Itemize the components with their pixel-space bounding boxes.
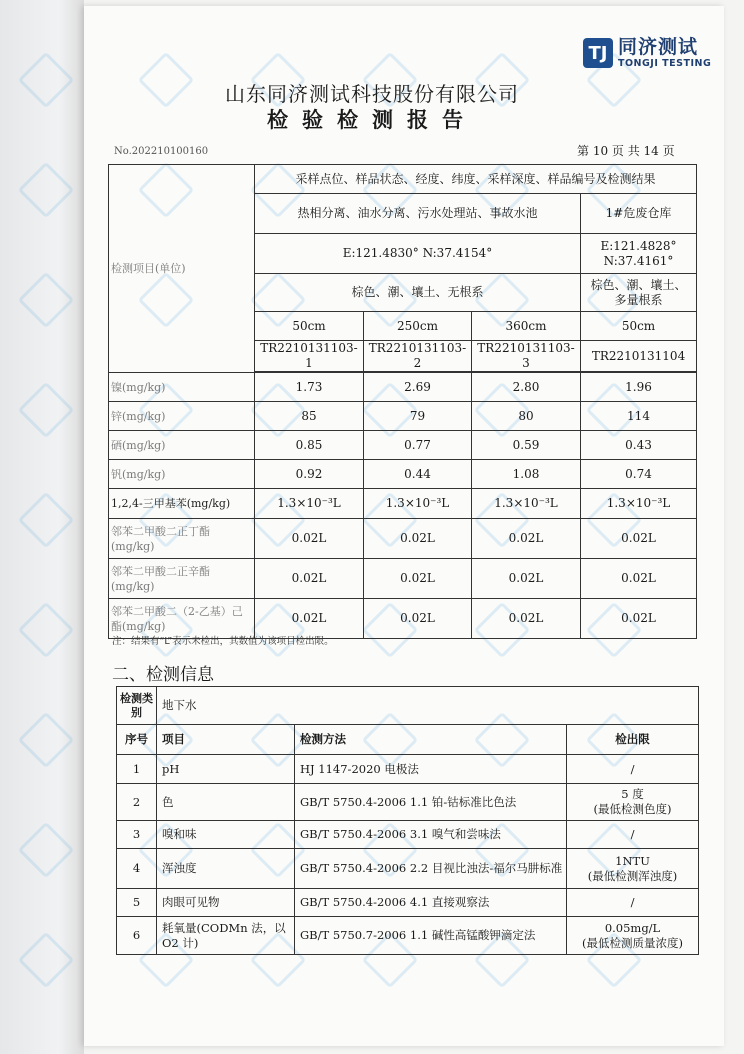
depth-cell: 360cm [472, 312, 581, 341]
category-label: 检测类别 [117, 687, 157, 725]
row-method: HJ 1147-2020 电极法 [295, 755, 567, 784]
result-value: 1.73 [255, 373, 364, 402]
result-value: 0.02L [581, 519, 697, 559]
page-info: 第 10 页 共 14 页 [577, 144, 675, 158]
sample-id-cell: TR2210131103-1 [255, 341, 364, 372]
result-row [109, 519, 697, 559]
header-limit: 检出限 [567, 725, 699, 755]
sample-id-cell: TR2210131103-2 [364, 341, 472, 372]
row-no: 3 [117, 821, 157, 849]
row-method: GB/T 5750.4-2006 3.1 嗅气和尝味法 [295, 821, 567, 849]
company-name: 山东同济测试科技股份有限公司 [225, 82, 519, 106]
row-method: GB/T 5750.4-2006 4.1 直接观察法 [295, 889, 567, 917]
row-no: 1 [117, 755, 157, 784]
row-method: GB/T 5750.4-2006 2.2 目视比浊法-福尔马肼标准 [295, 849, 567, 889]
result-value: 79 [364, 402, 472, 431]
depth-cell: 250cm [364, 312, 472, 341]
result-value: 0.02L [364, 519, 472, 559]
limit-line2: (最低检测浑浊度) [587, 868, 678, 883]
row-method: GB/T 5750.7-2006 1.1 碱性高锰酸钾滴定法 [295, 917, 567, 955]
state-a: 棕色、潮、壤土、无根系 [255, 274, 581, 312]
row-limit [567, 821, 699, 849]
method-row [117, 917, 699, 955]
method-row [117, 755, 699, 784]
result-value: 1.3×10⁻³L [255, 489, 364, 519]
result-item-name: 镍(mg/kg) [109, 373, 255, 402]
table-note: 注：结果有“L”表示未检出，其数值为该项目检出限。 [112, 636, 334, 647]
row-no: 5 [117, 889, 157, 917]
result-value: 0.44 [364, 460, 472, 489]
state-b-line1: 棕色、潮、壤土、 [590, 277, 687, 292]
logo-text [618, 38, 711, 69]
result-value: 0.02L [581, 599, 697, 639]
row-limit [567, 784, 699, 821]
result-item-name: 邻苯二甲酸二正丁酯(mg/kg) [109, 519, 255, 559]
limit-line1: / [630, 761, 635, 776]
result-value: 0.02L [472, 519, 581, 559]
result-value: 0.02L [472, 559, 581, 599]
result-value: 114 [581, 402, 697, 431]
limit-line1: 1NTU [615, 853, 650, 868]
result-item-name: 锌(mg/kg) [109, 402, 255, 431]
sample-id-cell: TR2210131103-3 [472, 341, 581, 372]
result-value: 0.43 [581, 431, 697, 460]
coord-b-line1: E:121.4828° [600, 238, 677, 253]
row-no: 4 [117, 849, 157, 889]
result-value: 0.02L [255, 519, 364, 559]
result-item-name: 1,2,4-三甲基苯(mg/kg) [109, 489, 255, 519]
limit-line1: / [630, 895, 635, 909]
sample-id-cell: TR2210131104 [581, 341, 697, 372]
result-row [109, 559, 697, 599]
logo-en: TONGJI TESTING [618, 58, 712, 69]
depth-cell: 50cm [255, 312, 364, 341]
result-item-name: 邻苯二甲酸二正辛酯(mg/kg) [109, 559, 255, 599]
doc-number: No.202210100160 [114, 146, 209, 157]
result-value: 0.02L [364, 559, 472, 599]
result-value: 1.96 [581, 373, 697, 402]
row-item: 肉眼可见物 [157, 889, 295, 917]
result-value: 80 [472, 402, 581, 431]
result-item-name: 硒(mg/kg) [109, 431, 255, 460]
limit-line1: 5 度 [621, 787, 644, 801]
row-item: 色 [157, 784, 295, 821]
result-row [109, 460, 697, 489]
header-item: 项目 [157, 725, 295, 755]
result-value: 0.02L [472, 599, 581, 639]
result-row [109, 489, 697, 519]
coord-a: E:121.4830° N:37.4154° [255, 234, 581, 274]
result-value: 0.02L [255, 599, 364, 639]
result-value: 0.92 [255, 460, 364, 489]
row-limit [567, 755, 699, 784]
row-method: GB/T 5750.4-2006 1.1 铂-钴标准比色法 [295, 784, 567, 821]
row-item: 耗氧量(CODMn 法，以O2 计) [157, 917, 295, 955]
detection-info-table [116, 686, 699, 955]
row-item: pH [157, 755, 295, 784]
result-value: 1.3×10⁻³L [472, 489, 581, 519]
result-value: 0.02L [581, 559, 697, 599]
result-item-name: 钒(mg/kg) [109, 460, 255, 489]
results-table [108, 164, 697, 639]
limit-line2: (最低检测质量浓度) [582, 935, 683, 950]
result-value: 0.02L [364, 599, 472, 639]
company-logo [583, 38, 711, 69]
result-value: 0.59 [472, 431, 581, 460]
result-value: 1.3×10⁻³L [364, 489, 472, 519]
method-row [117, 889, 699, 917]
coord-b [581, 234, 697, 274]
location-b: 1#危废仓库 [581, 194, 697, 234]
result-value: 0.02L [255, 559, 364, 599]
result-value: 2.80 [472, 373, 581, 402]
row-limit [567, 889, 699, 917]
result-value: 0.85 [255, 431, 364, 460]
header-method: 检测方法 [295, 725, 567, 755]
row-item: 嗅和味 [157, 821, 295, 849]
section2-title: 二、检测信息 [112, 665, 214, 685]
category-value: 地下水 [157, 687, 699, 725]
method-row [117, 784, 699, 821]
item-header: 检测项目(单位) [109, 165, 255, 373]
result-value: 0.77 [364, 431, 472, 460]
result-value: 2.69 [364, 373, 472, 402]
report-title: 检验检测报告 [267, 107, 477, 132]
row-no: 2 [117, 784, 157, 821]
result-row [109, 431, 697, 460]
result-row [109, 373, 697, 402]
result-value: 1.3×10⁻³L [581, 489, 697, 519]
row-limit [567, 917, 699, 955]
row-item: 浑浊度 [157, 849, 295, 889]
row-limit [567, 849, 699, 889]
desc-header: 采样点位、样品状态、经度、纬度、采样深度、样品编号及检测结果 [255, 165, 697, 194]
limit-line1: / [630, 827, 635, 841]
result-item-name: 邻苯二甲酸二（2-乙基）己酯(mg/kg) [109, 599, 255, 639]
state-b [581, 274, 697, 312]
result-row [109, 402, 697, 431]
state-b-line2: 多量根系 [614, 292, 663, 307]
logo-mark: TJ [583, 38, 613, 68]
row-no: 6 [117, 917, 157, 955]
result-value: 85 [255, 402, 364, 431]
scanner-fold-shadow [0, 0, 84, 1054]
coord-b-line2: N:37.4161° [603, 253, 674, 268]
result-value: 1.08 [472, 460, 581, 489]
result-value: 0.74 [581, 460, 697, 489]
limit-line1: 0.05mg/L [604, 920, 661, 935]
limit-line2: (最低检测色度) [593, 802, 672, 816]
depth-cell: 50cm [581, 312, 697, 341]
logo-cn: 同济测试 [618, 36, 699, 58]
header-no: 序号 [117, 725, 157, 755]
location-a: 热相分离、油水分离、污水处理站、事故水池 [255, 194, 581, 234]
method-row [117, 849, 699, 889]
method-row [117, 821, 699, 849]
